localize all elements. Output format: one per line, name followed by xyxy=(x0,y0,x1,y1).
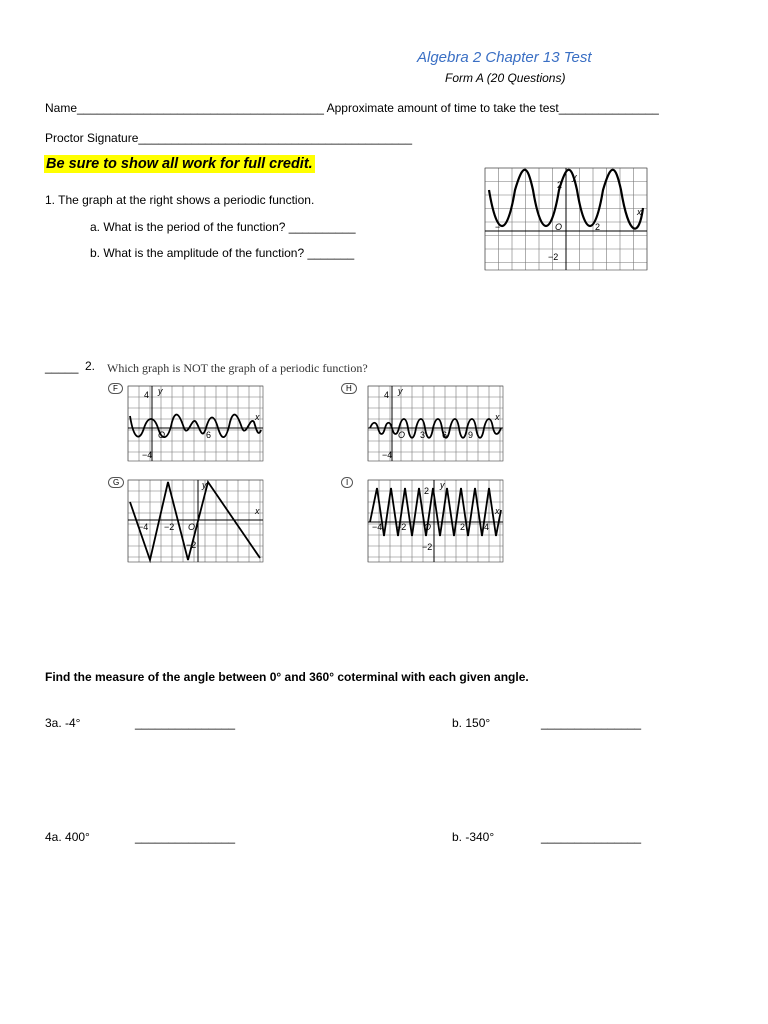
question-2-number: 2. xyxy=(85,359,96,373)
option-i-origin: O xyxy=(424,522,432,532)
option-h-x-tick-2: 6 xyxy=(442,430,448,440)
instruction-highlight: Be sure to show all work for full credit. xyxy=(46,156,313,172)
x-neg-tick: − xyxy=(495,222,501,232)
option-h-y-bottom: −4 xyxy=(382,450,393,460)
name-field-line[interactable]: Name_____________________________________ Approximate amount of time to take the test_______________ xyxy=(45,101,659,115)
option-f-y-bottom: −4 xyxy=(142,450,153,460)
option-g-label[interactable]: G xyxy=(108,477,124,488)
option-f-label[interactable]: F xyxy=(108,383,123,394)
option-h-x-tick-1: 3 xyxy=(420,430,426,440)
option-g-x-label: x xyxy=(255,506,260,516)
x-axis-label: x xyxy=(637,207,642,217)
option-g-y-bottom: −2 xyxy=(186,540,197,550)
option-i-y-top: 2 xyxy=(424,486,430,496)
question-3a-answer-blank[interactable]: _______________ xyxy=(135,716,236,730)
y-axis-label: y xyxy=(572,172,577,182)
question-3b-answer-blank[interactable]: _______________ xyxy=(541,716,642,730)
option-i-x-tick-neg4: −4 xyxy=(372,522,383,532)
question-4a-answer-blank[interactable]: _______________ xyxy=(135,830,236,844)
origin-label: O xyxy=(555,222,563,232)
option-g-x-tick-neg4: −4 xyxy=(138,522,149,532)
option-h-x-label: x xyxy=(495,412,500,422)
question-2-answer-blank[interactable]: _____ xyxy=(45,360,79,374)
question-4b-label: b. -340° xyxy=(452,830,495,844)
proctor-signature-line[interactable]: Proctor Signature_________________________________________ xyxy=(45,131,413,145)
question-4a-label: 4a. 400° xyxy=(45,830,90,844)
option-f-y-top: 4 xyxy=(144,390,150,400)
option-g-origin: O xyxy=(188,522,196,532)
option-i-y-bottom: −2 xyxy=(422,542,433,552)
option-g-graph xyxy=(128,480,263,562)
option-f-x-tick: 6 xyxy=(206,430,212,440)
option-h-graph xyxy=(368,386,503,461)
option-h-origin: O xyxy=(398,430,406,440)
option-h-x-tick-3: 9 xyxy=(468,430,474,440)
question-1-graph xyxy=(485,168,647,270)
question-3b-label: b. 150° xyxy=(452,716,491,730)
option-f-x-label: x xyxy=(255,412,260,422)
option-i-label[interactable]: I xyxy=(341,477,353,488)
option-i-x-tick-neg2: −2 xyxy=(396,522,407,532)
question-2-prompt: Which graph is NOT the graph of a periodic function? xyxy=(107,361,368,375)
question-4b-answer-blank[interactable]: _______________ xyxy=(541,830,642,844)
coterminal-instruction: Find the measure of the angle between 0° and 360° coterminal with each given angle. xyxy=(45,670,529,684)
option-f-origin: O xyxy=(158,430,166,440)
question-1a[interactable]: a. What is the period of the function? __________ xyxy=(90,220,356,234)
option-i-x-tick-4: 4 xyxy=(484,522,490,532)
option-f-y-label: y xyxy=(158,386,163,396)
option-i-x-label: x xyxy=(495,506,500,516)
option-g-x-tick-neg2: −2 xyxy=(164,522,175,532)
y-tick-bottom: −2 xyxy=(548,252,559,262)
option-h-y-label: y xyxy=(398,386,403,396)
option-i-y-label: y xyxy=(440,480,445,490)
option-i-x-tick-2: 2 xyxy=(460,522,466,532)
x-tick: 2 xyxy=(595,222,601,232)
question-3a-label: 3a. -4° xyxy=(45,716,81,730)
question-1-prompt: 1. The graph at the right shows a periodic function. xyxy=(45,193,315,207)
option-h-label[interactable]: H xyxy=(341,383,357,394)
option-i-graph xyxy=(368,480,503,562)
option-h-y-top: 4 xyxy=(384,390,390,400)
option-g-y-label: y xyxy=(202,480,207,490)
option-f-graph xyxy=(128,386,263,461)
option-i-curve xyxy=(370,488,501,536)
page-title: Algebra 2 Chapter 13 Test xyxy=(417,49,592,66)
option-f-curve xyxy=(130,415,261,438)
y-tick-top: 2 xyxy=(557,180,563,190)
question-1b[interactable]: b. What is the amplitude of the function? _______ xyxy=(90,246,355,260)
page-subtitle: Form A (20 Questions) xyxy=(445,71,566,85)
